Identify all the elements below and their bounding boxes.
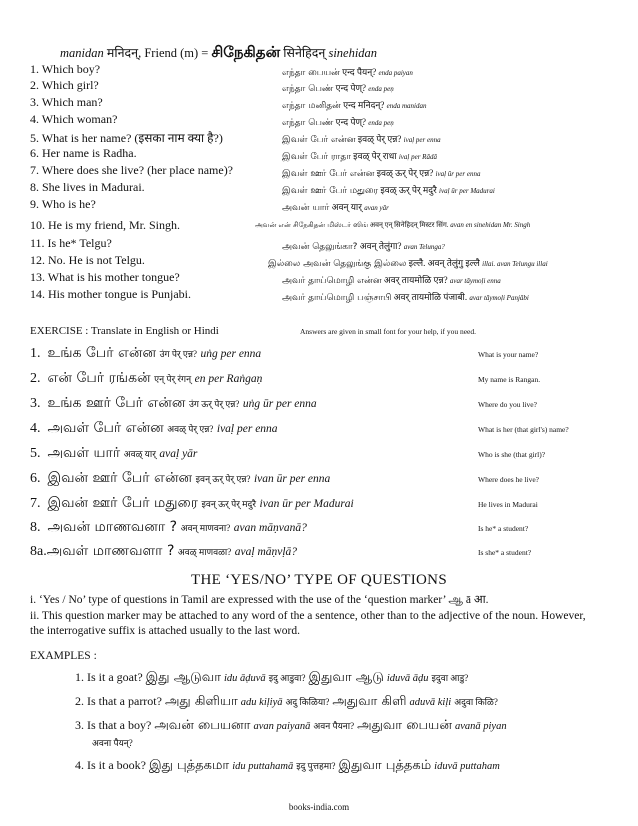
question-ta: அவர் தாய்மொழி என்ன अवर् तायमोळि एन्न? avar tāymoḷi enna xyxy=(282,275,501,286)
question-en: 1. Which boy? xyxy=(30,62,101,76)
exercise-answer: Who is she (that girl)? xyxy=(478,450,546,459)
header-translit: manidan xyxy=(60,46,104,60)
question-ta: இவள் ஊர் பேர் மதுரை इवळ् ऊर् पेर् मदुरै ivaḷ ūr per Madurai xyxy=(282,185,495,196)
question-en: 11. Is he* Telgu? xyxy=(30,236,112,250)
exercise-item: 3. உங்க ஊர் பேர் என்ன उंग ऊर् पेर् एन्न? uṅg ūr per enna xyxy=(30,395,317,411)
question-ta: எந்தா மனிதன் एन्द मनिदन्? enda manidan xyxy=(282,100,427,111)
exercise-item: 4. அவள் பேர் என்ன अवळ् पेर् एन्न? ivaḷ per enna xyxy=(30,420,278,436)
vocab-header xyxy=(60,43,377,63)
question-ta: எந்தா பெண் एन्द पेण्? enda peṇ xyxy=(282,83,394,94)
question-en: 5. What is her name? (इसका नाम क्या है?) xyxy=(30,131,223,145)
exercise-item: 8a.அவள் மாணவளா ? अवळ् माणवळा? avaḷ māṇvḷā? xyxy=(30,543,298,559)
question-ta: இவள் பேர் ராதா इवळ् पेर् राधा ivaḷ per Rādā xyxy=(282,151,437,162)
exercise-item: 2. என் பேர் ரங்கன் एन् पेर् रंगन् en per Raṅgaṇ xyxy=(30,370,263,386)
footer-source: books-india.com xyxy=(288,802,350,812)
examples-heading: EXAMPLES : xyxy=(30,650,97,662)
example-item: 1. Is it a goat? இது ஆடுவா idu āḍuvā इदु आडुवा? இதுவா ஆடு iduvā āḍu इदुवा आडु? xyxy=(75,670,469,685)
exercise-item: 1. உங்க பேர் என்ன उंग पेर् एन्न? uṅg per enna xyxy=(30,345,262,361)
exercise-answer: Where does he live? xyxy=(478,475,540,484)
question-ta: அவன் யார் अवन् यार् avan yār xyxy=(282,202,389,213)
exercise-item: 8. அவன் மாணவனா ? अवन् माणवना? avan māṇvanā? xyxy=(30,519,307,535)
header-tamil: சிநேகிதன் xyxy=(211,43,281,61)
exercise-answer: My name is Rangan. xyxy=(478,375,541,384)
exercise-heading: EXERCISE : Translate in English or Hindi xyxy=(30,325,219,337)
paragraph: ii. This question marker may be attached to any word of the a sentence, other than to the adjective of the noun. However, the interrogative suffix is attached usually to the last word. xyxy=(30,610,586,637)
paragraph: i. ‘Yes / No’ type of questions in Tamil are expressed with the use of the ‘question marker’ ஆ ā आ. xyxy=(30,594,489,606)
question-en: 14. His mother tongue is Punjabi. xyxy=(30,287,191,301)
example-continuation: अवना पैयन्? xyxy=(92,738,133,748)
example-item: 3. Is that a boy? அவன் பையனா avan paiyanā अवन पैयना? அதுவா பையன் avanā piyan xyxy=(75,718,507,733)
exercise-answer: Is she* a student? xyxy=(478,548,532,557)
question-en: 7. Where does she live? (her place name)? xyxy=(30,163,234,177)
exercise-item: 7. இவன் ஊர் பேர் மதுரை इवन् ऊर् पेर् मदुरै ivan ūr per Madurai xyxy=(30,495,354,511)
question-ta: எந்தா பெண் एन्द पेण्? enda peṇ xyxy=(282,117,394,128)
header-translit2: sinehidan xyxy=(328,46,378,60)
question-ta: அவன் தெலுங்கா? अवन् तेलुंगा? avan Telunga? xyxy=(282,241,445,252)
header-hindi: मनिदन्, xyxy=(106,46,142,60)
example-item: 2. Is that a parrot? அது கிளியா adu kiḷiyā अदु किळिया? அதுவா கிளி aduvā kiḷi अदुवा किळि? xyxy=(75,694,498,709)
header-english: Friend (m) xyxy=(144,46,199,60)
exercise-note: Answers are given in small font for your help, if you need. xyxy=(300,327,476,336)
question-en: 10. He is my friend, Mr. Singh. xyxy=(30,218,180,232)
exercise-answer: Is he* a student? xyxy=(478,524,529,533)
question-ta: அவன் என் சிநேகிதன் மிஸ்டர் ஸிங் अवन् एन् सिनेहिदन् मिस्टर सिंग. avan en sinehidan Mr. Singh xyxy=(255,221,531,229)
question-en: 12. No. He is not Telgu. xyxy=(30,253,145,267)
question-en: 6. Her name is Radha. xyxy=(30,146,137,160)
exercise-answer: Where do you live? xyxy=(478,400,537,409)
question-ta: இவள் ஊர் பேர் என்ன इवळ् ऊर् पेर् एन्न? ivaḷ ūr per enna xyxy=(282,168,481,179)
header-hindi2: सिनेहिदन् xyxy=(283,46,326,60)
exercise-item: 5. அவள் யார் अवळ् यार् avaḷ yār xyxy=(30,445,198,461)
question-en: 3. Which man? xyxy=(30,95,103,109)
exercise-answer: He lives in Madurai xyxy=(478,500,538,509)
question-en: 9. Who is he? xyxy=(30,197,96,211)
question-en: 8. She lives in Madurai. xyxy=(30,180,145,194)
header-eq: = xyxy=(201,46,209,60)
question-ta: எந்தா பையன் एन्द पैयन्? enda paiyan xyxy=(282,67,413,78)
exercise-answer: What is her (that girl's) name? xyxy=(478,425,569,434)
question-ta: அவர் தாய்மொழி பஞ்சாபி अवर् तायमोळि पंजाबी. avar tāymoḷi Panjābi xyxy=(282,292,529,303)
question-en: 2. Which girl? xyxy=(30,78,99,92)
example-item: 4. Is it a book? இது புத்தகமா idu puttahamā इदु पुत्तहमा? இதுவா புத்தகம் iduvā puttaham xyxy=(75,758,500,773)
exercise-answer: What is your name? xyxy=(478,350,539,359)
question-en: 13. What is his mother tongue? xyxy=(30,270,180,284)
section-title: THE ‘YES/NO’ TYPE OF QUESTIONS xyxy=(191,572,447,588)
exercise-item: 6. இவன் ஊர் பேர் என்ன इवन् ऊर् पेर् एन्न? ivan ūr per enna xyxy=(30,470,331,486)
question-en: 4. Which woman? xyxy=(30,112,118,126)
question-ta: இவள் பேர் என்ன इवळ् पेर् एन्न? ivaḷ per enna xyxy=(282,134,441,145)
question-ta: இல்லை அவன் தெலுங்கு இல்லை इल्लै. अवन् तेलुंगु इल्लै illai. avan Telungu illai xyxy=(268,258,548,269)
